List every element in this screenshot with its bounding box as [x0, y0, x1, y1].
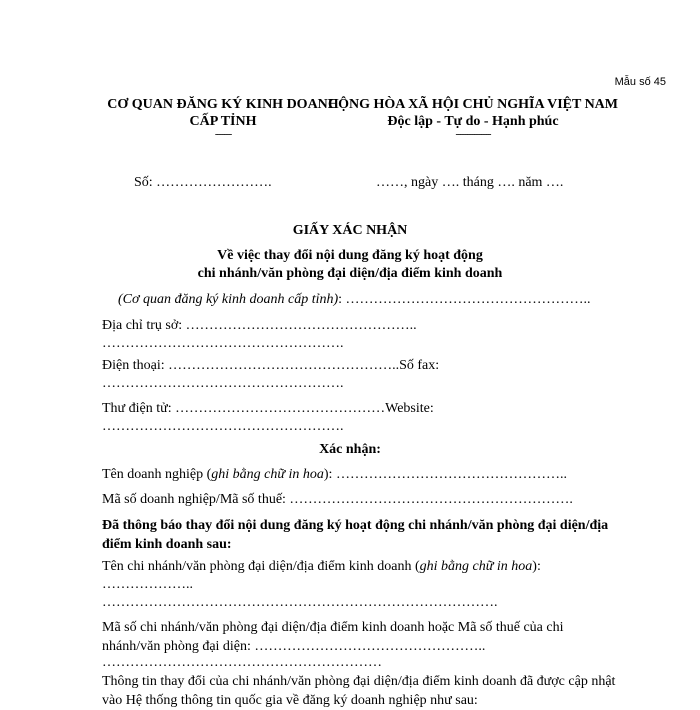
agency-level: CẤP TỈNH [189, 114, 257, 129]
document-subtitle-line2: chi nhánh/văn phòng đại diện/địa điểm kinh doanh [197, 266, 503, 281]
confirm-heading: Xác nhận: [319, 442, 381, 457]
email-website-field-continued: ……………………………………………. [102, 419, 344, 434]
agency-name: CƠ QUAN ĐĂNG KÝ KINH DOANH [107, 97, 339, 112]
branch-name-field: Tên chi nhánh/văn phòng đại diện/địa điểm kinh doanh (ghi bằng chữ in hoa): [102, 559, 541, 574]
phone-fax-field-continued: ……………………………………………. [102, 376, 344, 391]
phone-fax-field: Điện thoại: …………………………………………..Số fax: [102, 358, 440, 373]
update-statement: Thông tin thay đổi của chi nhánh/văn phòng đại diện/địa điểm kinh doanh đã được cập nhật vào Hệ thống thông tin quốc gia về đăng ký doanh nghiệp như sau: [102, 674, 616, 708]
company-name-field: Tên doanh nghiệp (ghi bằng chữ in hoa): ………………………………………….. [102, 467, 567, 482]
form-number: Mẫu số 45 [614, 76, 666, 88]
branch-code-dots: …………………………………………………… [102, 655, 382, 670]
document-date: ……, ngày …. tháng …. năm …. [376, 175, 564, 190]
document-title: GIẤY XÁC NHẬN [292, 223, 408, 238]
branch-name-dots-2: …………………………………………………………………………. [102, 595, 498, 610]
email-website-field: Thư điện tử: ………………………………………Website: [102, 401, 434, 416]
branch-code-field: Mã số chi nhánh/văn phòng đại diện/địa điểm kinh doanh hoặc Mã số thuế của chi nhánh/văn phòng đại diện: ………………………………………….. [102, 620, 564, 654]
motto-divider: --------------- [455, 129, 491, 140]
document-subtitle-line1: Về việc thay đổi nội dung đăng ký hoạt động [217, 248, 483, 263]
address-field: Địa chỉ trụ sở: ………………………………………….. [102, 318, 417, 333]
document-number: Số: ……………………. [134, 175, 272, 190]
tax-code-field: Mã số doanh nghiệp/Mã số thuế: ……………………………………………………. [102, 492, 573, 507]
branch-name-dots-1: ……………….. [102, 577, 193, 592]
agency-field [118, 292, 591, 308]
national-header [323, 96, 623, 140]
change-notice: Đã thông báo thay đổi nội dung đăng ký hoạt động chi nhánh/văn phòng đại diện/địa điểm kinh doanh sau: [102, 518, 609, 552]
address-field-continued: ……………………………………………. [102, 336, 344, 351]
issuing-agency-header [98, 96, 348, 140]
agency-divider: ------- [214, 129, 232, 140]
country-name: CỘNG HÒA XÃ HỘI CHỦ NGHĨA VIỆT NAM [327, 97, 618, 112]
motto: Độc lập - Tự do - Hạnh phúc [387, 114, 559, 129]
agency-field-label: (Cơ quan đăng ký kinh doanh cấp tỉnh) [118, 292, 339, 307]
agency-field-dots: : …………………………………………….. [338, 292, 591, 307]
